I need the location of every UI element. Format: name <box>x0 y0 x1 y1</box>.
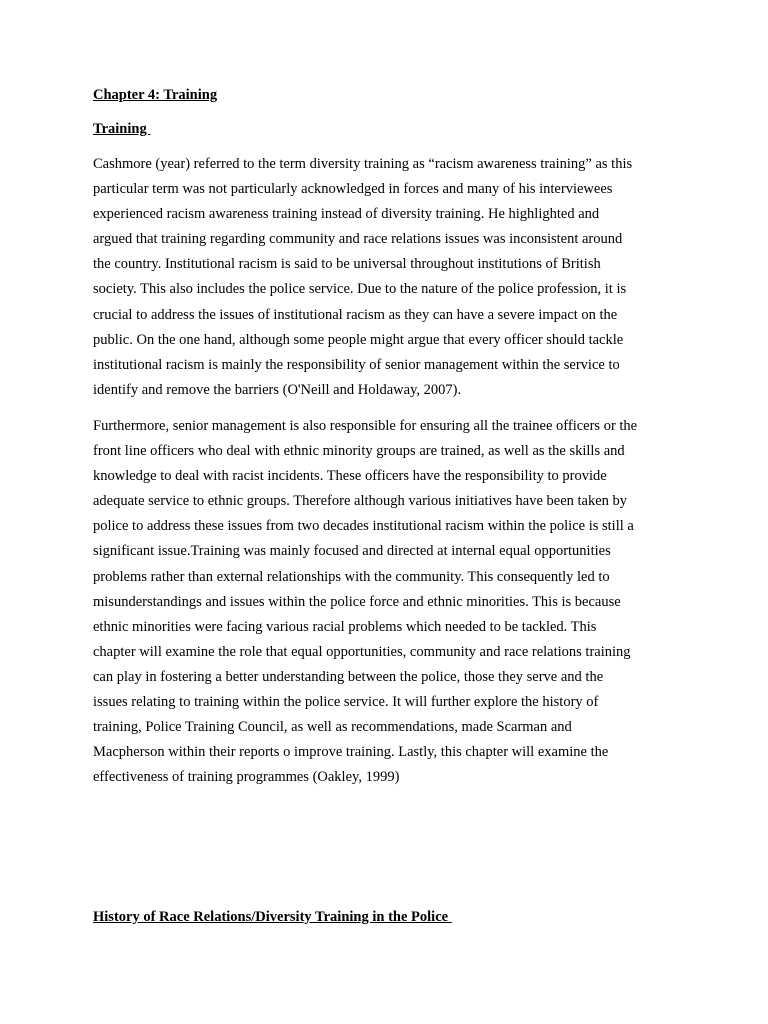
text-line: crucial to address the issues of institutional racism as they can have a severe impact on the <box>93 306 618 323</box>
text-line: Furthermore, senior management is also responsible for ensuring all the trainee officers or the <box>93 418 638 434</box>
text-line: can play in fostering a better understanding between the police, those they serve and the <box>93 668 604 685</box>
section-heading-training: Training <box>93 121 151 137</box>
text-line: police to address these issues from two decades institutional racism within the police is still a <box>93 518 634 535</box>
text-line: particular term was not particularly acknowledged in forces and many of his interviewees <box>93 181 613 198</box>
text-line: public. On the one hand, although some people might argue that every officer should tackle <box>93 331 624 348</box>
text-line: training, Police Training Council, as well as recommendations, made Scarman and <box>93 719 572 736</box>
text-line: society. This also includes the police service. Due to the nature of the police profession, it is <box>93 281 627 298</box>
text-line: Macpherson within their reports o improve training. Lastly, this chapter will examine the <box>93 744 609 761</box>
chapter-title: Chapter 4: Training <box>93 87 218 103</box>
paragraph-1 <box>93 152 693 403</box>
section-heading-history: History of Race Relations/Diversity Training in the Police <box>93 909 452 925</box>
text-line: knowledge to deal with racist incidents. These officers have the responsibility to provide <box>93 468 607 485</box>
text-line: the country. Institutional racism is said to be universal throughout institutions of British <box>93 256 601 273</box>
text-line: argued that training regarding community and race relations issues was inconsistent around <box>93 231 623 248</box>
text-line: Cashmore (year) referred to the term diversity training as “racism awareness training” as this <box>93 156 633 172</box>
text-line: front line officers who deal with ethnic minority groups are trained, as well as the skills and <box>93 443 625 460</box>
text-line: chapter will examine the role that equal opportunities, community and race relations training <box>93 643 631 660</box>
text-line: institutional racism is mainly the responsibility of senior management within the service to <box>93 356 620 373</box>
text-line: adequate service to ethnic groups. Therefore although various initiatives have been taken by <box>93 493 628 510</box>
text-line: issues relating to training within the police service. It will further explore the history of <box>93 694 599 711</box>
text-line: problems rather than external relationships with the community. This consequently led to <box>93 568 610 585</box>
text-line: misunderstandings and issues within the police force and ethnic minorities. This is because <box>93 593 621 610</box>
text-line: effectiveness of training programmes (Oakley, 1999) <box>93 769 400 786</box>
text-line: identify and remove the barriers (O'Neill and Holdaway, 2007). <box>93 381 462 398</box>
text-line: experienced racism awareness training instead of diversity training. He highlighted and <box>93 206 600 223</box>
text-line: ethnic minorities were facing various racial problems which needed to be tackled. This <box>93 618 597 635</box>
paragraph-2 <box>93 414 693 790</box>
text-line: significant issue.Training was mainly focused and directed at internal equal opportunities <box>93 543 611 560</box>
